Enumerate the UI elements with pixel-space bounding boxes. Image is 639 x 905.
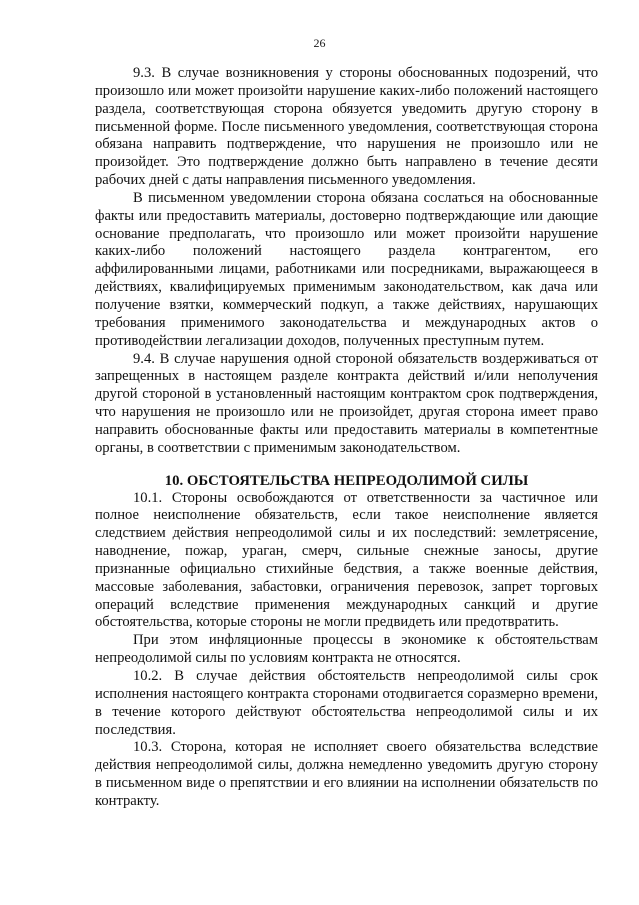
paragraph-notification-details: В письменном уведомлении сторона обязана сослаться на обоснованные факты или предоставить материалы, достоверно подтверждающие или дающие основание предполагать, что произошло или может произойти нарушение каких-либо положений настоящего раздела контрагентом, его аффилированными лицами, работниками или посредниками, выражающееся в действиях, квалифицируемых применимым законодательством, как дача или получение взятки, коммерческий подкуп, а также действиях, нарушающих требования применимого законодательства и международных актов о противодействии легализации доходов, полученных преступным путем. [95,189,598,349]
paragraph-9-4: 9.4. В случае нарушения одной стороной обязательств воздерживаться от запрещенных в настоящем разделе контракта действий и/или неполучения другой стороной в установленный настоящим контрактом срок подтверждения, что нарушения не произошло или не произойдет, другая сторона имеет право направить обоснованные факты или предоставить материалы в компетентные органы, в соответствии с применимым законодательством. [95,350,598,456]
paragraph-10-2: 10.2. В случае действия обстоятельств непреодолимой силы срок исполнения настоящего контракта сторонами отодвигается соразмерно времени, в течение которого действуют обстоятельства непреодолимой силы и их последствия. [95,668,598,738]
paragraph-10-1: 10.1. Стороны освобождаются от ответственности за частичное или полное неисполнение обязательств, если такое неисполнение является следствием действия непреодолимой силы и их последствий: землетрясение, наводнение, пожар, ураган, смерч, сильные снежные заносы, другие признанные официально стихийные бедствия, а также военные действия, массовые заболевания, забастовки, ограничения перевозок, запрет торговых операций вследствие применения международных санкций и другие обстоятельства, которые стороны не могли предвидеть или предотвратить. [95,489,598,631]
paragraph-inflation-note: При этом инфляционные процессы в экономике к обстоятельствам непреодолимой силы по условиям контракта не относятся. [95,632,598,667]
paragraph-9-3: 9.3. В случае возникновения у стороны обоснованных подозрений, что произошло или может произойти нарушение каких-либо положений настоящего раздела, соответствующая сторона обязуется уведомить другую сторону в письменной форме. После письменного уведомления, соответствующая сторона обязана направить подтверждение, что нарушения не произошло или не произойдет. Это подтверждение должно быть направлено в течение десяти рабочих дней с даты направления письменного уведомления. [95,65,598,189]
page-number: 26 [313,36,326,50]
document-body [95,65,598,811]
paragraph-10-3: 10.3. Сторона, которая не исполняет своего обязательства вследствие действия непреодолимой силы, должна немедленно уведомить другую сторону в письменном виде о препятствии и его влиянии на исполнении обязательств по контракту. [95,739,598,809]
section-heading-force-majeure: 10. ОБСТОЯТЕЛЬСТВА НЕПРЕОДОЛИМОЙ СИЛЫ [164,472,529,489]
